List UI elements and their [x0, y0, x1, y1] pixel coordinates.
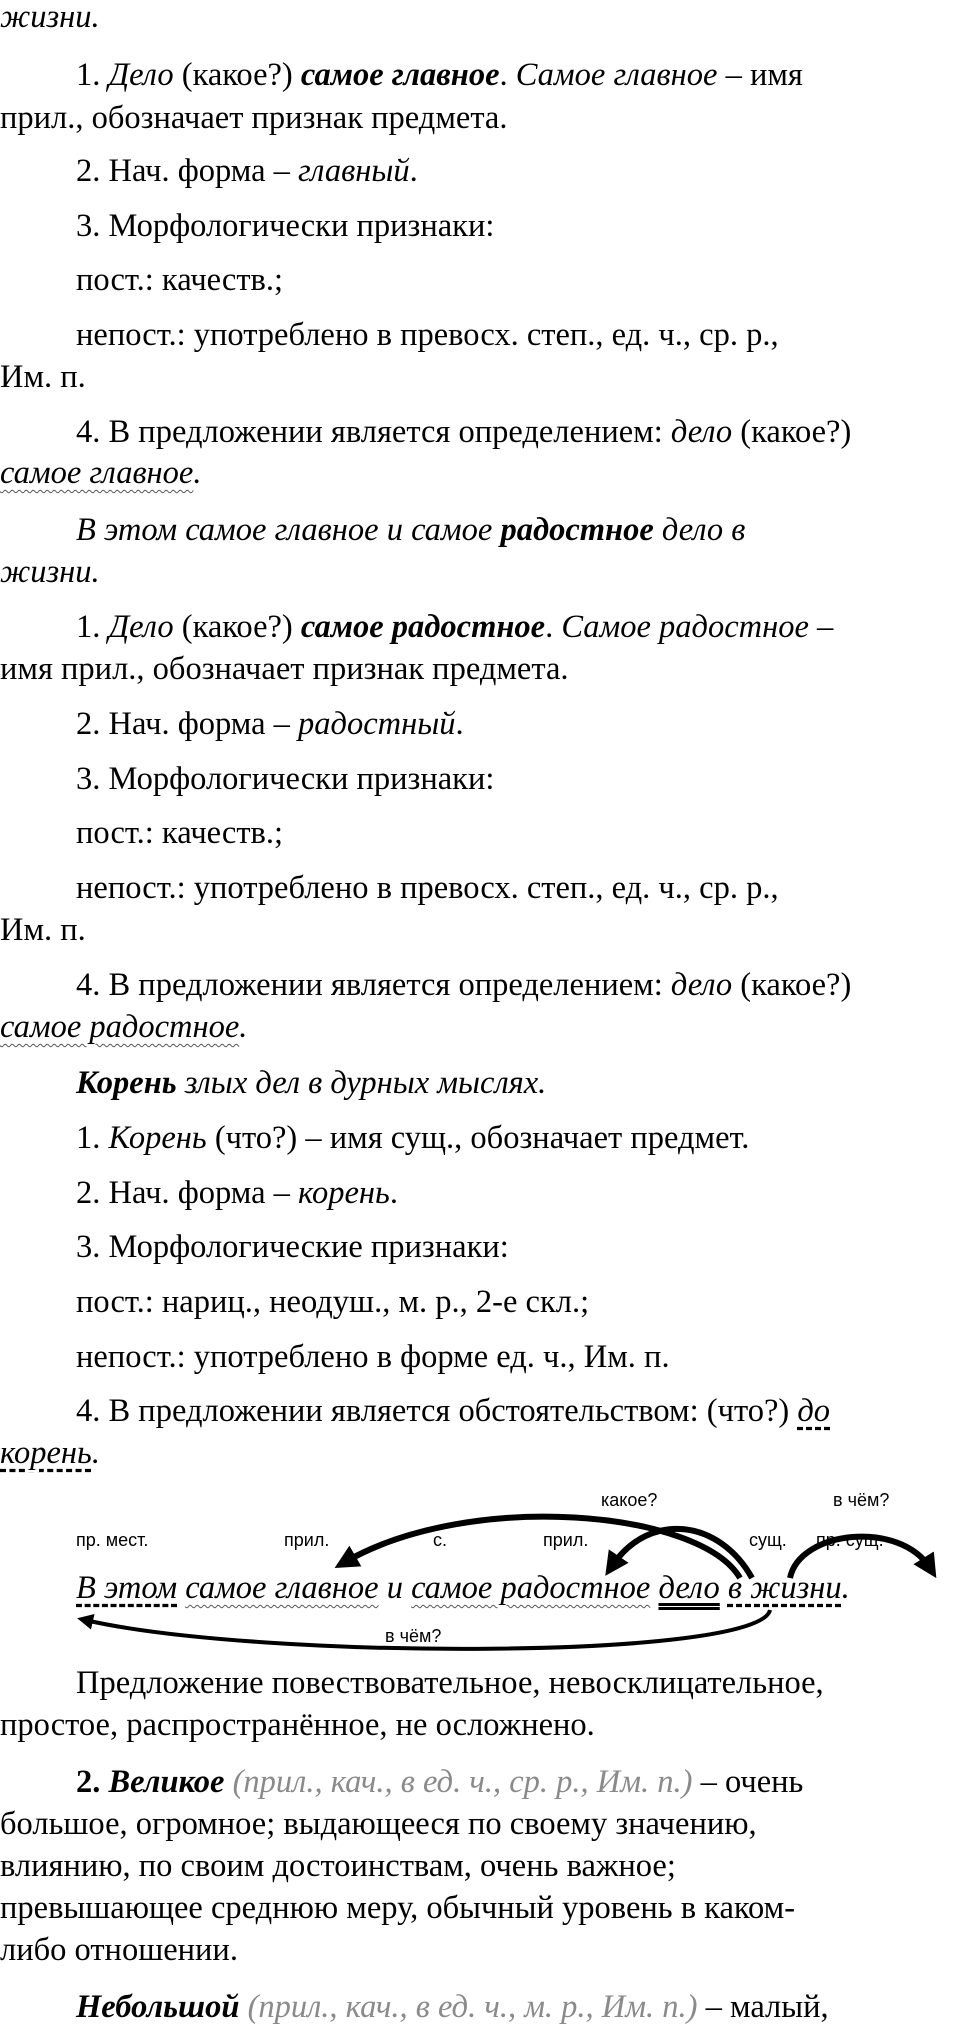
text-line: 2. Нач. форма – радостный. — [76, 706, 464, 742]
pos-label: прил. — [284, 1530, 330, 1550]
pos-label: сущ. — [749, 1530, 787, 1550]
text-line: пост.: качеств.; — [76, 262, 284, 298]
word-samoe-glavnoe: самое главное — [185, 1570, 379, 1606]
text-line: имя прил., обозначает признак предмета. — [0, 651, 569, 687]
text-line: 1. Корень (что?) – имя сущ., обозначает предмет. — [76, 1120, 750, 1156]
text-line: непост.: употреблено в форме ед. ч., Им. п. — [76, 1339, 670, 1375]
text-line: прил., обозначает признак предмета. — [0, 100, 508, 136]
text-line: 2. Нач. форма – главный. — [76, 153, 418, 189]
question-label: в чём? — [833, 1490, 890, 1510]
text-line: пост.: качеств.; — [76, 815, 284, 851]
pos-label: пр. мест. — [76, 1530, 149, 1550]
word-i: и — [386, 1570, 403, 1606]
text-line: 3. Морфологически признаки: — [76, 761, 495, 797]
text-line: 3. Морфологические признаки: — [76, 1229, 509, 1265]
text-line: 1. Дело (какое?) самое главное. Самое главное – имя — [76, 57, 803, 93]
text-line: 1. Дело (какое?) самое радостное. Самое радостное – — [76, 609, 834, 645]
text-line: Им. п. — [0, 912, 86, 948]
text-line: 2. Великое (прил., кач., в ед. ч., ср. р., Им. п.) – очень — [76, 1764, 804, 1800]
text-line: В этом самое главное и самое радостное дело в — [76, 512, 746, 548]
text-line: простое, распространённое, не осложнено. — [0, 1707, 595, 1743]
text-line: корень. — [0, 1435, 100, 1471]
text-line: жизни. — [0, 0, 100, 35]
text-line: большое, огромное; выдающееся по своему значению, — [0, 1806, 757, 1842]
word-v-zhizni: в жизни — [727, 1570, 842, 1606]
text-line: 3. Морфологически признаки: — [76, 208, 495, 244]
text-line: непост.: употреблено в превосх. степ., ед. ч., ср. р., — [76, 870, 779, 906]
text-line: превышающее среднюю меру, обычный уровень в каком- — [0, 1890, 796, 1926]
text-line: самое главное. — [0, 455, 202, 491]
text-line: пост.: нариц., неодуш., м. р., 2-е скл.; — [76, 1284, 590, 1320]
text-line: 2. Нач. форма – корень. — [76, 1175, 398, 1211]
pos-label: с. — [433, 1530, 448, 1550]
text-line: Им. п. — [0, 359, 86, 395]
question-label: в чём? — [385, 1626, 442, 1646]
text-line: жизни. — [0, 554, 100, 590]
text-line: либо отношении. — [0, 1932, 238, 1968]
word-delo: дело — [658, 1570, 720, 1606]
text-line: 4. В предложении является определением: дело (какое?) — [76, 967, 852, 1003]
text-line: Небольшой (прил., кач., в ед. ч., м. р., Им. п.) – малый, — [76, 1989, 829, 2025]
syntax-arrows — [0, 1460, 960, 1660]
pos-label: прил. — [543, 1530, 589, 1550]
text-line: непост.: употреблено в превосх. степ., ед. ч., ср. р., — [76, 317, 779, 353]
text-line: влиянию, по своим достоинствам, очень важное; — [0, 1848, 676, 1884]
text-line: Корень злых дел в дурных мыслях. — [76, 1065, 547, 1101]
word-v-etom: В этом — [76, 1570, 178, 1606]
pos-label: пр. сущ. — [816, 1530, 884, 1550]
text-line: самое радостное. — [0, 1009, 248, 1045]
text-line: 4. В предложении является обстоятельством: (что?) до — [76, 1393, 831, 1429]
text-line: Предложение повествовательное, невосклицательное, — [76, 1665, 824, 1701]
question-label: какое? — [601, 1490, 658, 1510]
word-samoe-radostnoe: самое радостное — [411, 1570, 651, 1606]
parsed-sentence: В этом самое главное и самое радостное дело в жизни. — [76, 1570, 850, 1606]
text-line: 4. В предложении является определением: дело (какое?) — [76, 414, 852, 450]
